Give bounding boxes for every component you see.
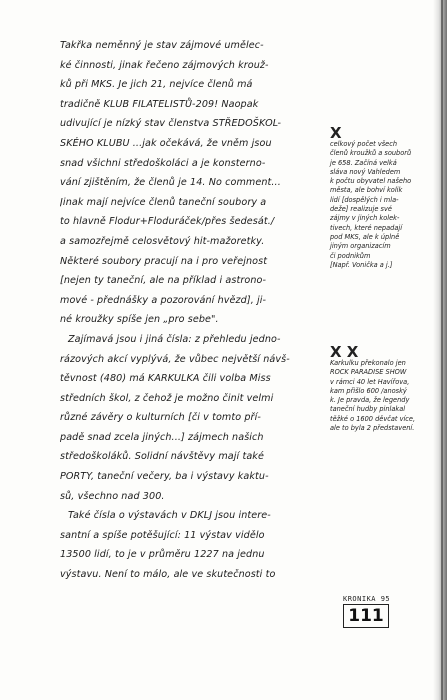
text-line: různé závěry o kulturních [či v tomto pří- — [60, 412, 261, 424]
text-line: Zajímavá jsou i jiná čísla: z přehledu jedno- — [68, 333, 281, 345]
footnote-mark: X — [330, 124, 342, 142]
side-note-line: [Např. Vonička a j.] — [330, 260, 393, 269]
side-note-line: tivech, které nepadají — [330, 223, 403, 232]
side-note-line: ale to byla 2 představení. — [330, 424, 415, 433]
side-note-line: celkový počet všech — [330, 140, 398, 148]
scan-edge-line — [441, 0, 443, 700]
page-number: 111 — [343, 604, 389, 628]
side-note-line: lidí [dospělých i mla- — [330, 195, 399, 204]
text-line: Takřka neměnný je stav zájmové umělec- — [60, 40, 264, 51]
side-note-line: je 658. Začíná velká — [330, 158, 397, 167]
text-line: středních škol, z čehož je možno činit velmi — [60, 392, 274, 404]
text-line: [nejen ty taneční, ale na příklad i astrono- — [60, 275, 267, 287]
text-line: těvnost (480) má KARKULKA čili volba Miss — [60, 373, 271, 385]
text-line: středoškoláků. Solidní návštěvy mají také — [60, 451, 264, 463]
text-line: rázových akcí vyplývá, že vůbec největší návš- — [60, 353, 290, 365]
text-line: 13500 lidí, to je v průměru 1227 na jednu — [60, 549, 265, 561]
side-note-line: k počtu obyvatel našeho — [330, 177, 412, 186]
text-line: SKÉHO KLUBU ...jak očekává, že vněm jsou — [60, 137, 272, 149]
text-line: vání zjištěním, že členů je 14. No comment... — [60, 177, 281, 189]
side-note-line: v rámci 40 let Havířova, — [330, 377, 410, 386]
side-note-line: sláva nový Vahledem — [330, 167, 401, 176]
text-line: sů, všechno nad 300. — [60, 490, 165, 502]
text-line: a samozřejmě celosvětový hit-mažoretky. — [60, 235, 265, 247]
text-line: udivující je nízký stav členstva STŘEDOŠKOL- — [60, 118, 282, 130]
side-note-line: k. Je pravda, že legendy — [330, 396, 410, 405]
side-note-line: pod MKS, ale k úplně — [330, 232, 400, 241]
side-note-karkulka — [330, 345, 436, 433]
text-line: to hlavně Flodur+Floduráček/přes šedesát./ — [60, 216, 275, 228]
side-note-line: deže] realizuje své — [330, 205, 392, 214]
text-line: santní a spíše potěšující: 11 výstav vidělo — [60, 529, 265, 541]
chronicle-page-stamp — [343, 594, 403, 628]
text-line: tradičně KLUB FILATELISTŮ-209! Naopak — [60, 98, 259, 110]
side-note-line: členů kroužků a souborů — [330, 149, 412, 158]
text-line: ků při MKS. Je jich 21, nejvíce členů má — [60, 79, 253, 91]
side-note-line: města, ale bohví kolik — [330, 186, 403, 195]
side-note-line: zájmy v jiných kolek- — [330, 214, 400, 223]
side-note-line: Karkulku překonalo jen — [330, 359, 406, 367]
text-line: PORTY, taneční večery, ba i výstavy kaktu- — [60, 471, 269, 483]
text-line: ké činnosti, jinak řečeno zájmových krouž- — [60, 59, 269, 71]
side-note-line: taneční hudby pinlakal — [330, 405, 406, 414]
side-note-line: či podnikům — [330, 251, 371, 260]
text-line: výstavu. Není to málo, ale ve skutečnosti to — [60, 569, 276, 581]
side-note-line: ROCK PARADISE SHOW — [330, 368, 407, 377]
stamp-label: KRONIKA 95 — [343, 595, 391, 603]
text-line: padě snad zcela jiných...] zájmech našich — [60, 431, 264, 443]
text-line: snad všichni středoškoláci a je konsterno- — [60, 157, 266, 169]
side-note-line: těžké o 1600 děvčat více, — [330, 414, 416, 423]
footnote-mark: X X — [330, 343, 359, 361]
main-handwritten-text — [60, 36, 326, 585]
text-line: Některé soubory pracují na i pro veřejnost — [60, 255, 268, 267]
side-note-line: kam přišlo 600 /anoský — [330, 386, 407, 395]
side-note-line: jiným organizacím — [330, 242, 391, 251]
text-line: Jinak mají nejvíce členů taneční soubory a — [60, 196, 267, 208]
text-line: né kroužky spíše jen „pro sebe". — [60, 314, 219, 326]
text-line: Také čísla o výstavách v DKLJ jsou intere- — [68, 510, 271, 522]
side-note-member-count — [330, 126, 436, 270]
text-line: mové - přednášky a pozorování hvězd], ji- — [60, 294, 267, 306]
